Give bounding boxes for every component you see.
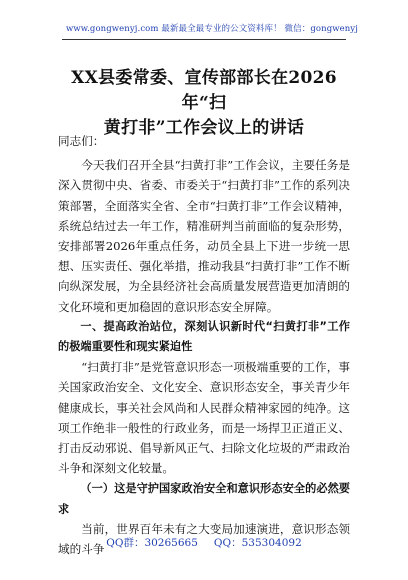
title-line-1: XX县委常委、宣传部部长在2026年“扫	[71, 68, 337, 113]
footer-qq: QQ：535304092	[213, 537, 302, 549]
paragraph-subsection-1: 当前，世界百年未有之大变局加速演进，意识形态领域的斗争	[58, 521, 350, 557]
title-line-2: 黄打非”工作会议上的讲话	[103, 118, 305, 138]
header-divider	[62, 39, 346, 40]
page-footer	[0, 535, 408, 550]
paragraph-intro: 今天我们召开全县“扫黄打非”工作会议，主要任务是深入贯彻中央、省委、市委关于“扫黄打非”工作的系列决策部署，全面落实全省、全市“扫黄打非”工作会议精神，系统总结过去一年工作，精准研判当前面临的复杂形势，安排部署2026年重点任务，动员全县上下进一步统一思想、压实责任、强化举措，推动我县“扫黄打非”工作不断向纵深发展，为全县经济社会高质量发展营造更加清朗的文化环境和更加稳固的意识形态安全屏障。	[58, 158, 350, 314]
document-body	[58, 131, 350, 559]
section-heading-1: 一、提高政治站位，深刻认识新时代“扫黄打非”工作的极端重要性和现实紧迫性	[58, 319, 350, 354]
document-title	[50, 66, 358, 141]
salutation: 同志们：	[58, 134, 105, 148]
subsection-heading-1: （一）这是守护国家政治安全和意识形态安全的必然要求	[58, 481, 350, 516]
page-header: www.gongwenyj.com 最新最全最专业的公文资料库！ 微信：gongwenyj	[66, 24, 358, 34]
paragraph-section-1: “扫黄打非”是党管意识形态一项极端重要的工作，事关国家政治安全、文化安全、意识形态安全，事关青少年健康成长，事关社会风尚和人民群众精神家园的纯净。这项工作绝非一般性的行政业务，而是一场捍卫正道正义、打击反动邪说、倡导新风正气、扫除文化垃圾的严肃政治斗争和深刻文化较量。	[58, 360, 350, 476]
footer-qq-group: QQ群：30265665	[106, 537, 198, 549]
